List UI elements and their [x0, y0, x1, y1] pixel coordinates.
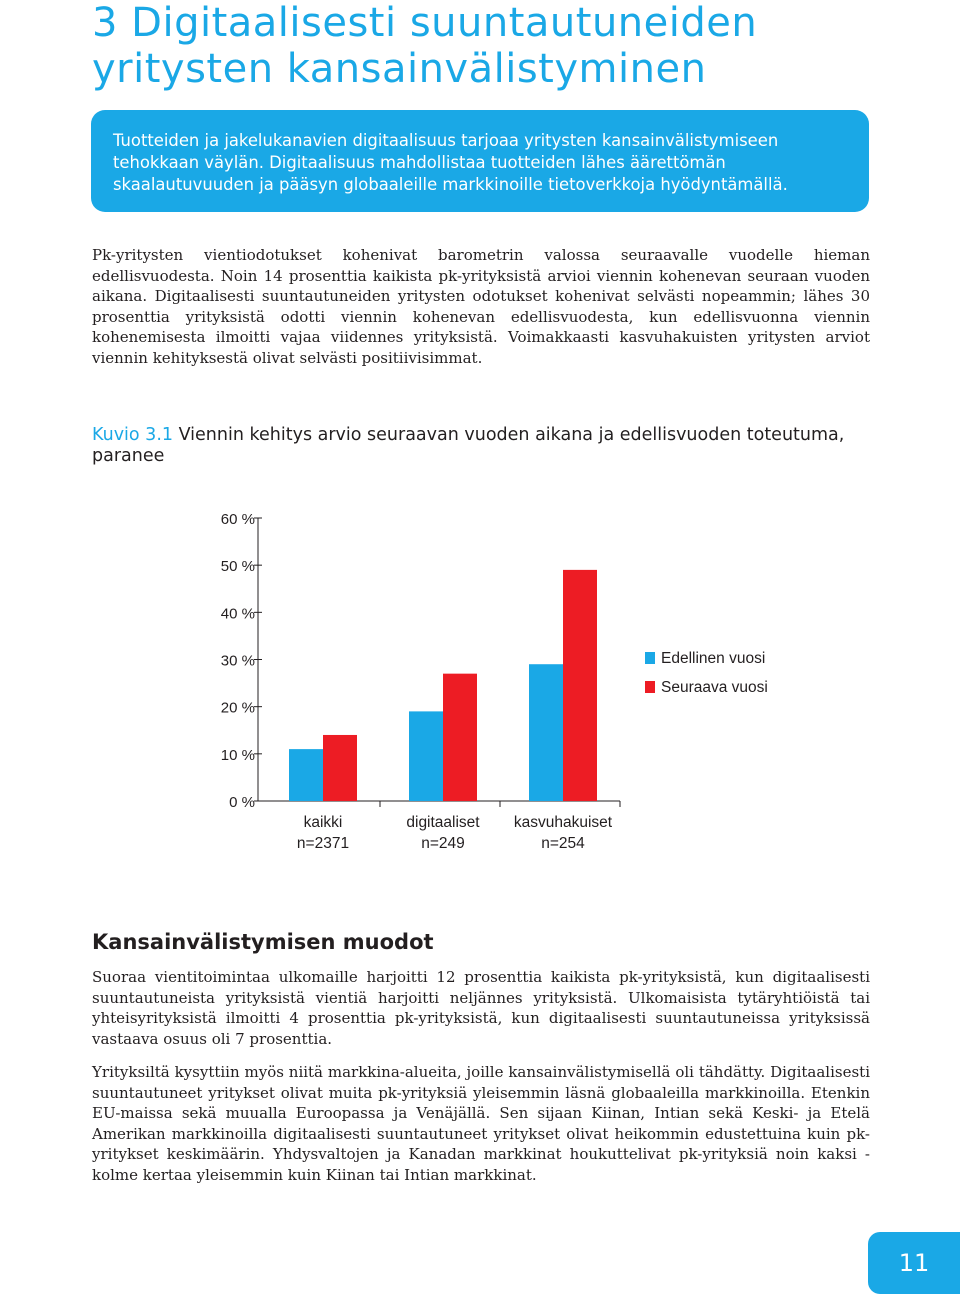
- y-tick-label: 40 %: [220, 605, 255, 623]
- x-category-label: kaikki: [303, 814, 343, 831]
- legend-swatch: [645, 652, 655, 664]
- paragraph-2: Suoraa vientitoimintaa ulkomaille harjoitti 12 prosenttia kaikista pk-yrityksistä, kun digitaalisesti suuntautuneista yrityksistä vientiä harjoitti neljännes yrityksistä. Ulkomaisista tytäryhtiöistä tai yhteisyrityksistä ilmoitti 4 prosenttia pk-yrityksistä, kun digitaalisesti suuntautuneissa yrityksissä vastaava osuus oli 7 prosenttia.: [92, 968, 870, 1048]
- y-tick-label: 60 %: [220, 511, 255, 528]
- intro-text: Tuotteiden ja jakelukanavien digitaalisuus tarjoaa yritysten kansainvälistymiseen tehokkaan väylän. Digitaalisuus mahdollistaa tuotteiden lähes äärettömän skaalautuvuuden ja pääsyn globaaleille markkinoille tietoverkkoja hyödyntämällä.: [113, 131, 788, 194]
- legend-swatch: [645, 681, 655, 693]
- paragraph-3: Yrityksiltä kysyttiin myös niitä markkina-alueita, joille kansainvälistymisellä oli tähdätty. Digitaalisesti suuntautuneet yritykset olivat muita pk-yrityksiä yleisemmin läsnä globaaleilla markkinoilla. Etenkin EU-maissa sekä muualla Euroopassa ja Venäjällä. Sen sijaan Kiinan, Intian sekä Keski- ja Etelä Amerikan markkinoilla digitaalisesti suuntautuneet yritykset olivat heikommin edustettuina kuin pk-yritykset keskimäärin. Yhdysvaltojen ja Kanadan markkinat houkuttelivat pk-yrityksiä noin kaksi - kolme kertaa yleisemmin kuin Kiinan tai Intian markkinat.: [92, 1063, 870, 1184]
- page-number: 11: [868, 1232, 960, 1294]
- y-tick-label: 0 %: [229, 794, 255, 811]
- title-line-2: yritysten kansainvälistyminen: [92, 46, 707, 92]
- figure-caption-text: Viennin kehitys arvio seuraavan vuoden aikana ja edellisvuoden toteutuma, paranee: [92, 425, 845, 466]
- bar-kasvuhakuiset-next: [563, 570, 597, 801]
- bar-kaikki-next: [323, 735, 357, 801]
- y-tick-label: 20 %: [220, 699, 255, 717]
- x-category-label: kasvuhakuiset: [513, 814, 613, 831]
- bar-digitaaliset-previous: [409, 711, 443, 801]
- chart-layer: [221, 511, 768, 852]
- bar-digitaaliset-next: [443, 674, 477, 801]
- section-heading: Kansainvälistymisen muodot: [92, 930, 434, 954]
- y-tick-label: 30 %: [220, 652, 255, 670]
- figure-label: Kuvio 3.1: [92, 425, 174, 445]
- legend-label: Edellinen vuosi: [661, 650, 766, 667]
- y-tick-label: 10 %: [220, 746, 255, 764]
- title-line-1: 3 Digitaalisesti suuntautuneiden: [92, 0, 758, 46]
- bar-kasvuhakuiset-previous: [529, 664, 563, 801]
- paragraph-1: Pk-yritysten vientiodotukset kohenivat barometrin valossa seuraavalle vuodelle hieman edellisvuodesta. Noin 14 prosenttia kaikista pk-yrityksistä arvioi viennin kohenevan seuraan vuoden aikana. Digitaalisesti suuntautuneiden yritysten odotukset kohenivat selvästi nopeammin; lähes 30 prosenttia yrityksistä odotti viennin kohenevan edellisvuodesta, kun edellisvuonna viennin kohenemisesta ilmoitti vajaa viidennes yrityksistä. Voimakkaasti kasvuhakuisten yritysten arviot viennin kehityksestä olivat selvästi positiivisimmat.: [92, 246, 870, 367]
- x-category-sublabel: n=254: [541, 835, 585, 852]
- x-category-sublabel: n=249: [421, 835, 465, 852]
- x-category-sublabel: n=2371: [296, 835, 350, 852]
- y-tick-label: 50 %: [220, 558, 255, 576]
- bar-kaikki-previous: [289, 749, 323, 801]
- x-category-label: digitaaliset: [406, 814, 480, 831]
- legend-label: Seuraava vuosi: [661, 679, 768, 696]
